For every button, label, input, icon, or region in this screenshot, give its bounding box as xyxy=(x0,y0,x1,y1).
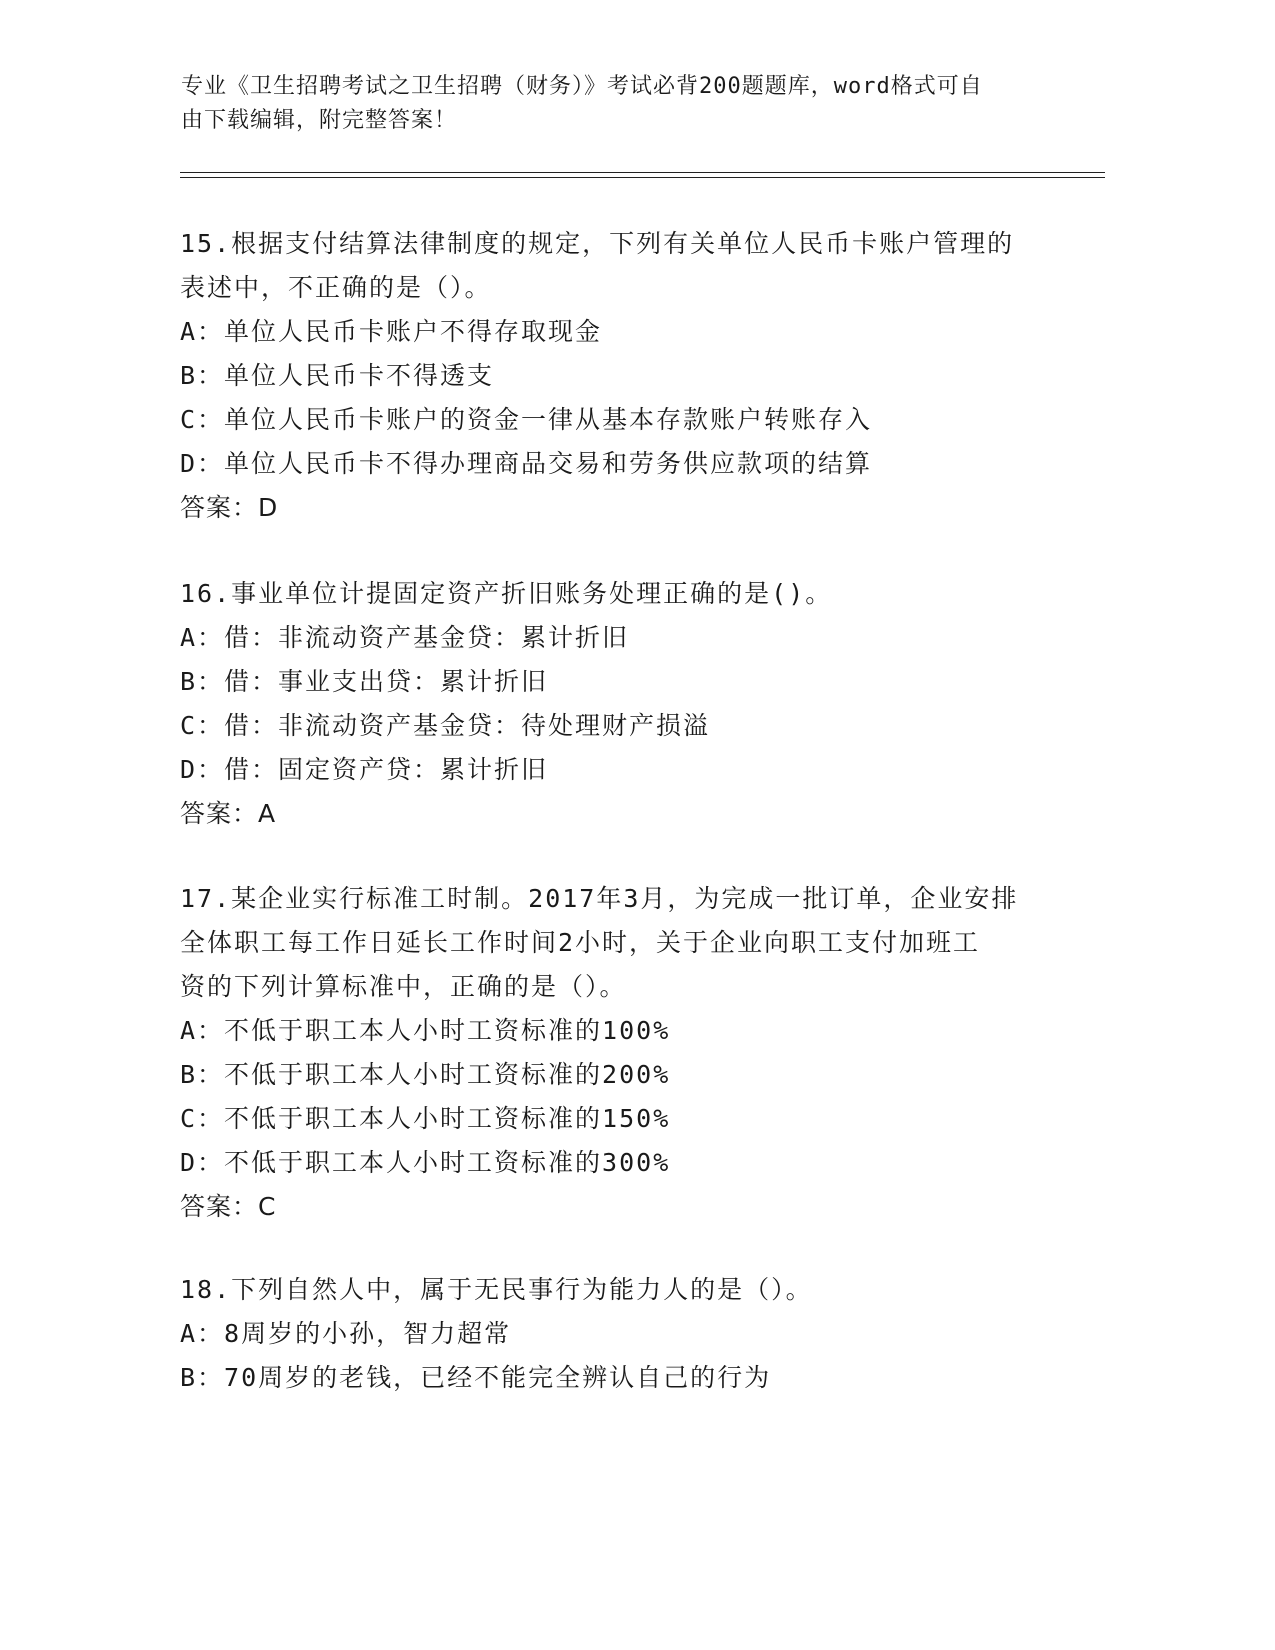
option-a: A：借：非流动资产基金贷：累计折旧 xyxy=(180,623,630,652)
option-b: B：不低于职工本人小时工资标准的200% xyxy=(180,1060,671,1089)
document-header xyxy=(181,70,1061,138)
answer-label: 答案：A xyxy=(180,799,277,828)
option-b: B：借：事业支出贷：累计折旧 xyxy=(180,667,549,696)
question-stem-line: 表述中，不正确的是（）。 xyxy=(180,273,492,302)
option-a: A：不低于职工本人小时工资标准的100% xyxy=(180,1016,671,1045)
header-line-1: 专业《卫生招聘考试之卫生招聘（财务）》考试必背200题题库，word格式可自 xyxy=(181,74,983,99)
question-stem-line: 资的下列计算标准中，正确的是（）。 xyxy=(180,972,627,1001)
option-d: D：借：固定资产贷：累计折旧 xyxy=(180,755,549,784)
option-a: A：单位人民币卡账户不得存取现金 xyxy=(180,317,603,346)
question-stem-line: 16.事业单位计提固定资产折旧账务处理正确的是()。 xyxy=(180,579,833,608)
answer-label: 答案：C xyxy=(180,1192,277,1221)
header-divider-bottom xyxy=(180,177,1105,178)
question-stem xyxy=(180,1268,1060,1312)
option-b: B：70周岁的老钱，已经不能完全辨认自己的行为 xyxy=(180,1363,772,1392)
question-stem xyxy=(180,222,1060,310)
option-c: C：不低于职工本人小时工资标准的150% xyxy=(180,1104,671,1133)
option-c: C：借：非流动资产基金贷：待处理财产损溢 xyxy=(180,711,711,740)
option-b: B：单位人民币卡不得透支 xyxy=(180,361,495,390)
question-18 xyxy=(180,1268,1060,1400)
header-divider-top xyxy=(180,172,1105,173)
question-stem xyxy=(180,877,1060,1009)
option-c: C：单位人民币卡账户的资金一律从基本存款账户转账存入 xyxy=(180,405,873,434)
option-d: D：不低于职工本人小时工资标准的300% xyxy=(180,1148,671,1177)
question-15 xyxy=(180,222,1060,530)
answer-label: 答案：D xyxy=(180,493,279,522)
question-16 xyxy=(180,572,1060,836)
header-line-2: 由下载编辑，附完整答案！ xyxy=(181,108,458,133)
question-stem-line: 全体职工每工作日延长工作时间2小时，关于企业向职工支付加班工 xyxy=(180,928,981,957)
question-17 xyxy=(180,877,1060,1229)
option-a: A：8周岁的小孙，智力超常 xyxy=(180,1319,512,1348)
question-stem-line: 18.下列自然人中，属于无民事行为能力人的是（）。 xyxy=(180,1275,813,1304)
question-stem-line: 15.根据支付结算法律制度的规定，下列有关单位人民币卡账户管理的 xyxy=(180,229,1015,258)
option-d: D：单位人民币卡不得办理商品交易和劳务供应款项的结算 xyxy=(180,449,873,478)
question-stem-line: 17.某企业实行标准工时制。2017年3月，为完成一批订单，企业安排 xyxy=(180,884,1019,913)
question-stem xyxy=(180,572,1060,616)
